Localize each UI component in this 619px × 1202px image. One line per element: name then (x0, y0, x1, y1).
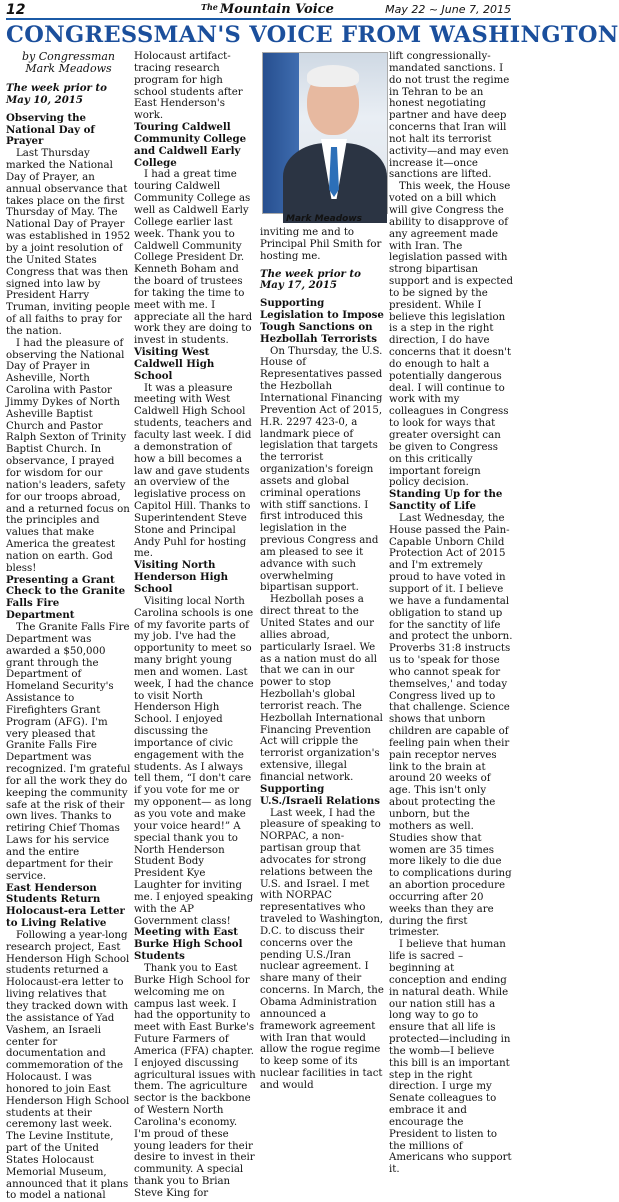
page-number: 12 (6, 2, 26, 18)
paragraph: The Granite Falls Fire Department was awarded a $50,000 grant through the Department of Homeland Security's Assistance to Firefighters Grant Program (AFG). I'm very pleased that Granite Falls Fire Department was recognized. I'm grateful for all the work they do keeping the community safe at the risk of their own lives. Thanks to retiring Chief Thomas Laws for his service and the entire department for their service. (6, 621, 131, 882)
page-header (6, 2, 511, 18)
paragraph: It was a pleasure meeting with West Caldwell High School students, teachers and faculty last week. I did a demonstration of how a bill becomes a law and gave students an overview of the legislative process on Capitol Hill. Thanks to Superintendent Steve Stone and Principal Andy Puhl for hosting me. (134, 382, 252, 560)
issue-date: May 22 ~ June 7, 2015 (385, 3, 511, 16)
byline-line-2: Mark Meadows (25, 62, 112, 75)
column-4 (389, 51, 513, 1176)
paragraph: On Thursday, the U.S. House of Representatives passed the Hezbollah International Financing Prevention Act of 2015, H.R. 2297 423-0, a landmark piece of legislation that targets the terrorist organization's foreign assets and global criminal operations with stiff sanctions. I first introduced this legislation in the previous Congress and am pleased to see it advance with such overwhelming bipartisan support. (260, 345, 383, 594)
paragraph: Last Thursday marked the National Day of Prayer, an annual observance that takes place on the first Thursday of May. The National Day of Prayer was established in 1952 by a joint resolution of the United States Congress that was then signed into law by President Harry Truman, inviting people of all faiths to pray for the nation. (6, 148, 131, 337)
paragraph: This week, the House voted on a bill which will give Congress the ability to disapprove of any agreement made with Iran. The legislation passed with strong bipartisan support and is expected to be signed by the president. While I believe this legislation is a step in the right direction, I do have concerns that it doesn't do enough to halt a potentially dangerous deal. I will continue to work with my colleagues in Congress to look for ways that greater oversight can be given to Congress on this critically important foreign policy decision. (389, 181, 513, 489)
paragraph: Last week, I had the pleasure of speaking to NORPAC, a non-partisan group that advocates for strong relations between the U.S. and Israel. I met with NORPAC representatives who traveled to Washington, D.C. to discuss their concerns over the pending U.S./Iran nuclear agreement. I share many of their concerns. In March, the Obama Administration announced a framework agreement with Iran that would allow the rogue regime to keep some of its nuclear facilities in tact and would (260, 807, 384, 1091)
section-heading-holocaust-letter: East Henderson Students Return Holocaust-era Letter to Living Relative (6, 881, 125, 930)
section-heading-north-henderson: Visiting North Henderson High School (134, 559, 228, 595)
section-heading-east-burke: Meeting with East Burke High School Students (134, 926, 243, 963)
paragraph: Last Wednesday, the House passed the Pain-Capable Unborn Child Protection Act of 2015 and I'm extremely proud to have voted in support of it. I believe we have a fundamental obligation to stand up for the sanctity of life and protect the unborn. Proverbs 31:8 instructs us to 'speak for those who cannot speak for themselves,' and today Congress lived up to that challenge. Science shows that unborn children are capable of feeling pain when their pain receptor nerves link to the brain at around 20 weeks of age. This isn't only about protecting the unborn, but the mothers as well. Studies show that women are 35 times more likely to die due to complications during an abortion procedure occurring after 20 weeks than they are during the first trimester. (389, 512, 513, 939)
masthead-title: Mountain Voice (219, 2, 334, 17)
section-heading-prayer: Observing the National Day of Prayer (6, 111, 95, 148)
section-heading-hezbollah: Supporting Legislation to Impose Tough Sanctions on Hezbollah Terrorists (260, 297, 384, 345)
section-heading-caldwell: Touring Caldwell Community College and Caldwell Early College (134, 121, 247, 169)
section-heading-west-caldwell: Visiting West Caldwell High School (134, 346, 215, 382)
column-1 (6, 51, 131, 1202)
week-heading-2: The week prior to May 17, 2015 (260, 267, 361, 292)
paragraph: I believe that human life is sacred – beginning at conception and ending in natural death. While our nation still has a long way to go to ensure that all life is protected—including in the womb—I believe this bill is an important step in the right direction. I urge my Senate colleagues to embrace it and encourage the President to listen to the millions of Americans who support it. (389, 939, 512, 1176)
paragraph: lift congressionally-mandated sanctions. I do not trust the regime in Tehran to be an honest negotiating partner and have deep concerns that Iran will not halt its terrorist activity—and may even increase it—once sanctions are lifted. (389, 51, 510, 181)
header-rule (6, 18, 511, 20)
paragraph: inviting me and to Principal Phil Smith for hosting me. (260, 227, 382, 262)
paragraph: Hezbollah poses a direct threat to the United States and our allies abroad, particularly Israel. We as a nation must do all that we can in our power to stop Hezbollah's global terrorist reach. The Hezbollah International Financing Prevention Act will cripple the terrorist organization's extensive, illegal financial network. (260, 594, 383, 783)
hair-shape (307, 65, 359, 87)
byline (6, 51, 131, 75)
photo-caption: Mark Meadows (285, 214, 363, 224)
congressman-photo (262, 52, 388, 214)
masthead (201, 2, 334, 17)
section-heading-israel: Supporting U.S./Israeli Relations (260, 782, 380, 807)
section-heading-grant: Presenting a Grant Check to the Granite Falls Fire Department (6, 573, 126, 622)
column-2 (134, 51, 256, 1200)
week-heading-1: The week prior to May 10, 2015 (6, 82, 107, 106)
paragraph: I had a great time touring Caldwell Community College as well as Caldwell Early College earlier last week. Thank you to Caldwell Community College President Dr. Kenneth Boham and the board of trustees for taking the time to meet with me. I appreciate all the hard work they are doing to invest in students. (134, 169, 253, 347)
paragraph: Thank you to East Burke High School for welcoming me on campus last week. I had the opportunity to meet with East Burke's Future Farmers of America (FFA) chapter. I enjoyed discussing agricultural issues with them. The agriculture sector is the backbone of Western North Carolina's economy. I'm proud of these young leaders for their desire to invest in their community. A special thank you to Brian Steve King for (134, 962, 256, 1199)
paragraph: Holocaust artifact-tracing research program for high school students after East Henderson's work. (134, 51, 243, 122)
masthead-the: The (201, 2, 218, 12)
paragraph: I had the pleasure of observing the National Day of Prayer in Asheville, North Carolina with Pastor Jimmy Dykes of North Asheville Baptist Church and Pastor Ralph Sexton of Trinity Baptist Church. In observance, I prayed for wisdom for our nation's leaders, safety for our troops abroad, and a returned focus on the principles and values that make America the greatest nation on earth. God bless! (6, 337, 130, 574)
byline-line-1: by Congressman (21, 50, 116, 63)
section-heading-sanctity-of-life: Standing Up for the Sanctity of Life (389, 488, 503, 513)
paragraph: Visiting local North Carolina schools is one of my favorite parts of my job. I've had the opportunity to meet so many bright young men and women. Last week, I had the chance to visit North Henderson High School. I enjoyed discussing the importance of civic engagement with the students. As I always tell them, “I don't care if you vote for me or my opponent— as long as you vote and make your voice heard!” A special thank you to North Henderson Student Body President Kye Laughter for inviting me. I enjoyed speaking with the AP Government class! (134, 595, 254, 927)
column-3-top (260, 227, 385, 1092)
paragraph: Following a year-long research project, East Henderson High School students returned a Holocaust-era letter to living relatives that they tracked down with the assistance of Yad Vashem, an Israeli center for documentation and commemoration of the Holocaust. I was honored to join East Henderson High School students at their ceremony last week. The Levine Institute, part of the United States Holocaust Memorial Museum, announced that it plans to model a national (6, 929, 130, 1202)
article-title: CONGRESSMAN'S VOICE FROM WASHINGTON (6, 22, 619, 48)
